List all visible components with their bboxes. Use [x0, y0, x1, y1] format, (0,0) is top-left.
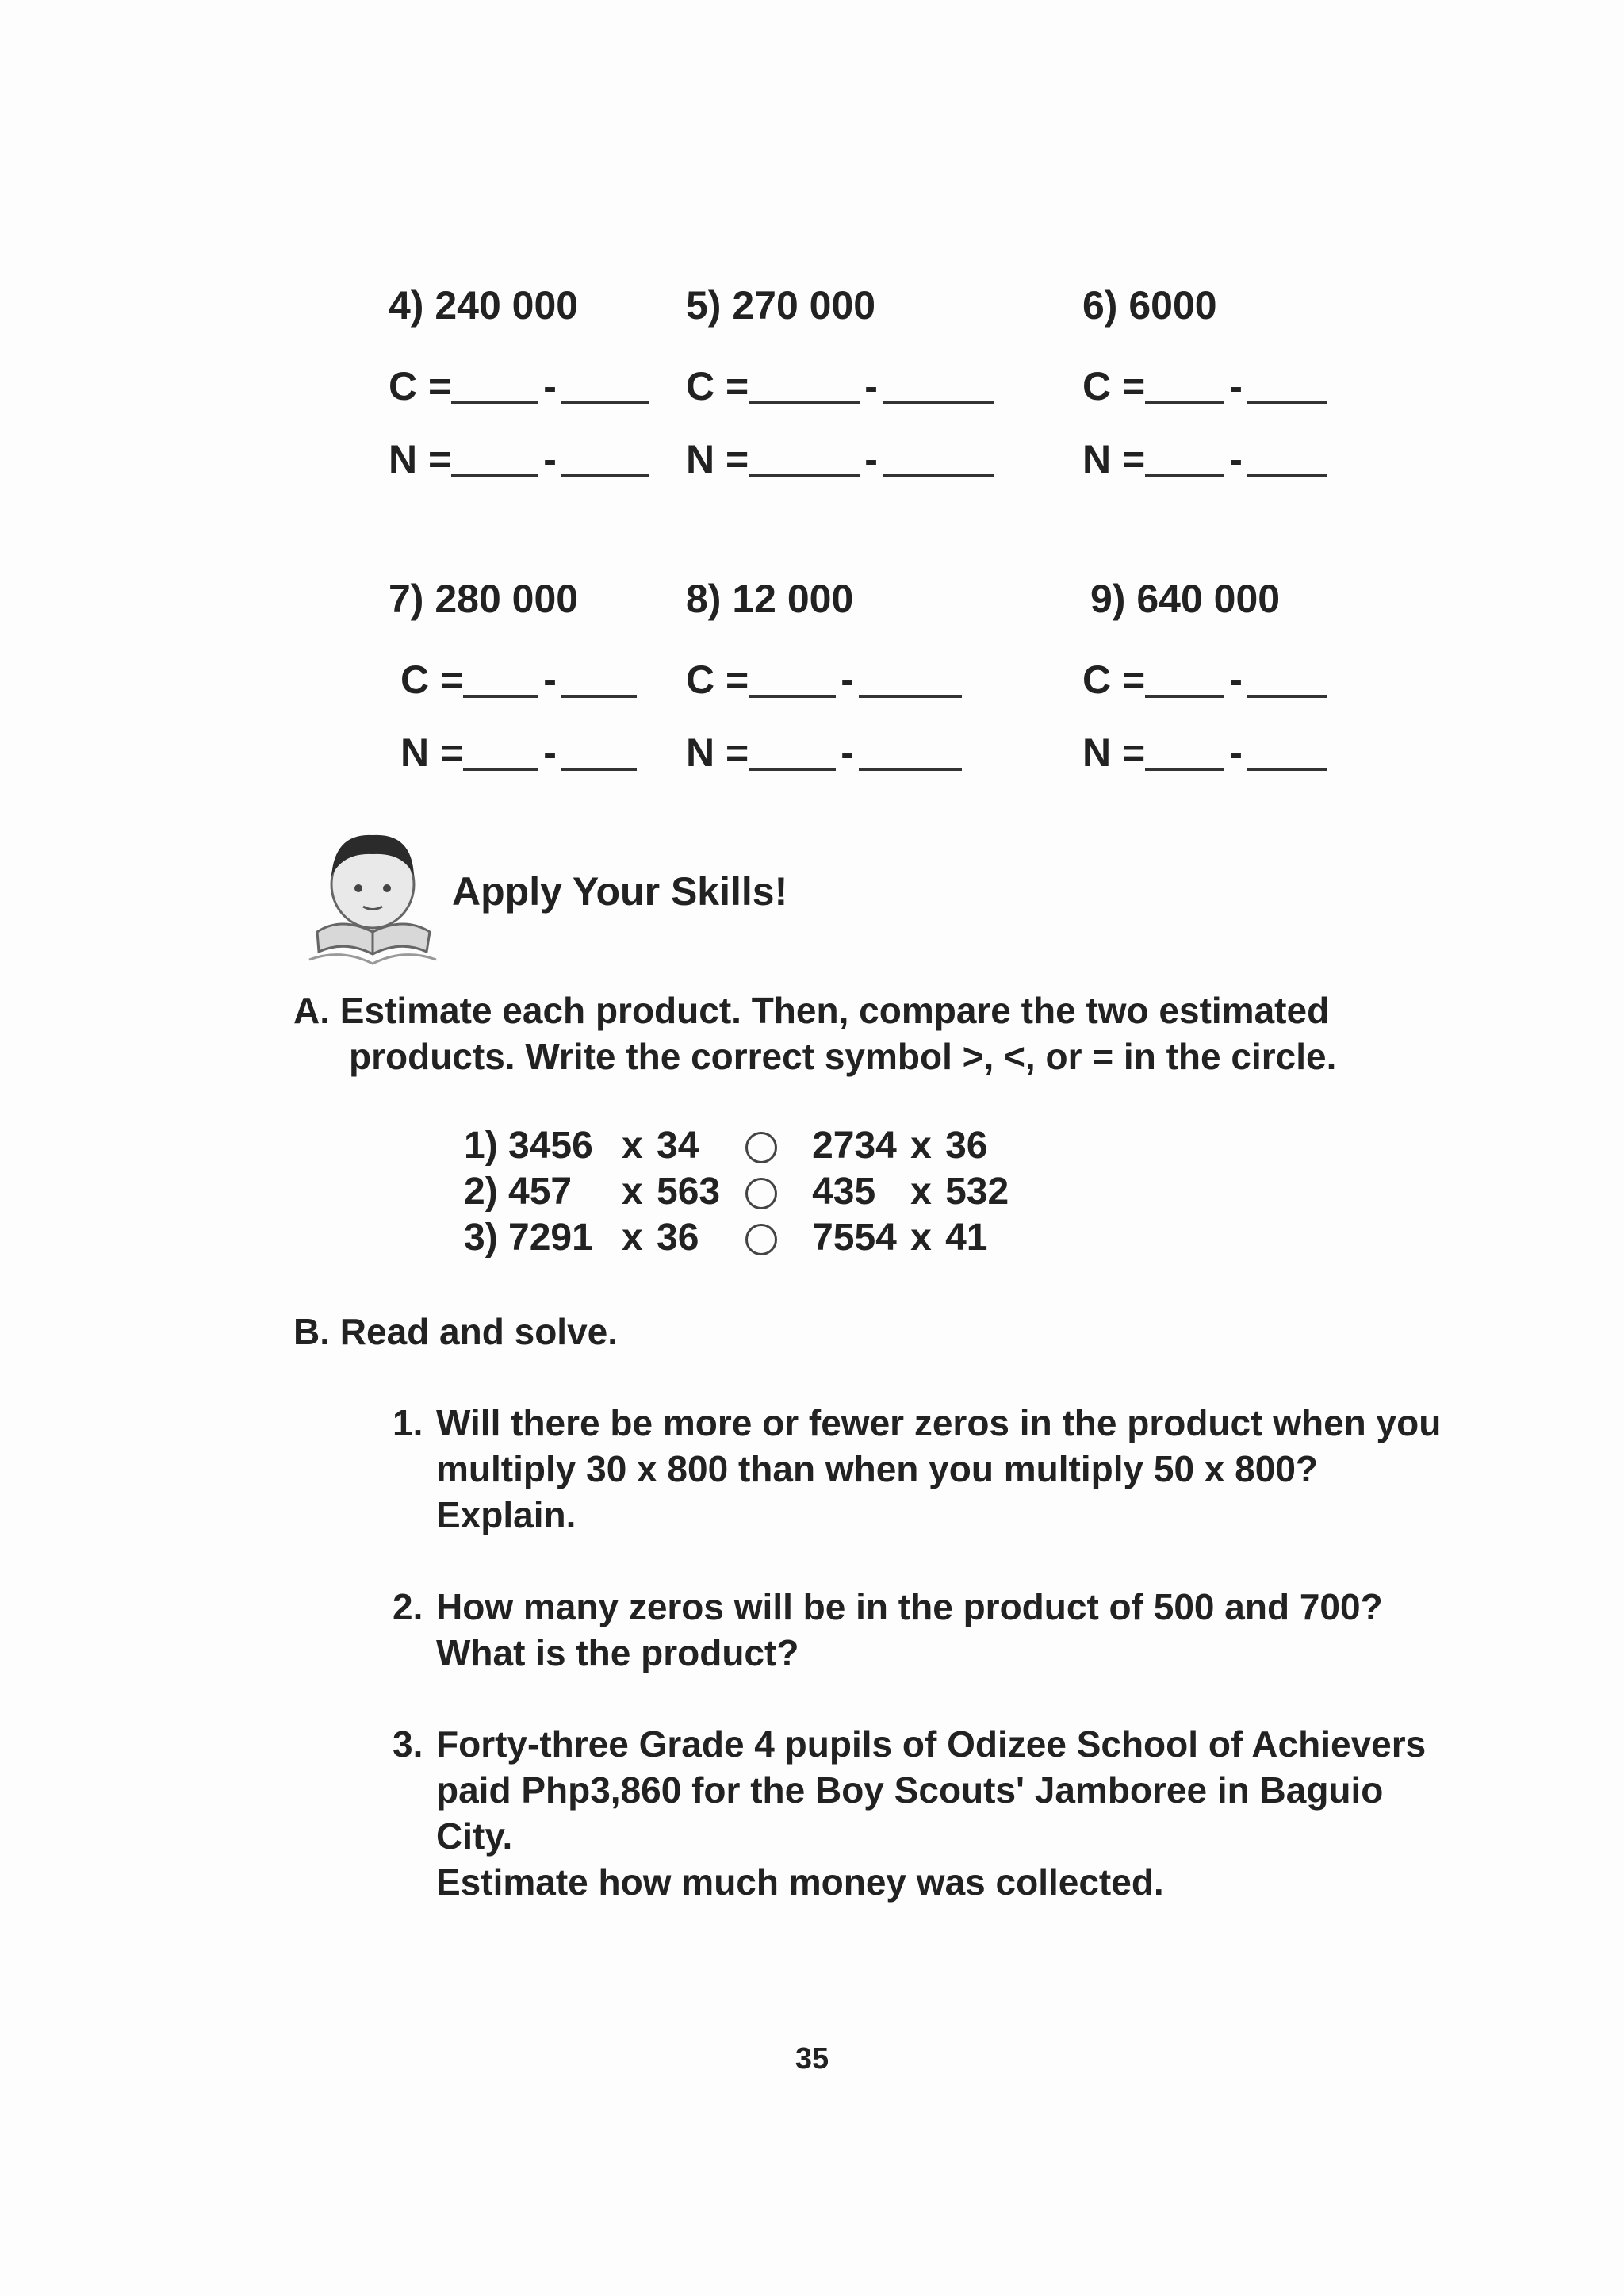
factor-c: 7554: [812, 1216, 897, 1259]
c-line: [686, 652, 1019, 700]
answer-blank[interactable]: [1145, 695, 1224, 698]
times-sign: x: [910, 1216, 932, 1259]
factor-a: 3) 7291: [464, 1216, 593, 1259]
word-problem-2: [393, 1584, 1463, 1676]
c-line: [389, 358, 722, 406]
problem-number: 8) 12 000: [686, 577, 854, 621]
problem-4: [389, 283, 722, 481]
question-line: Will there be more or fewer zeros in the product when you: [436, 1402, 1442, 1443]
answer-blank[interactable]: [749, 474, 860, 477]
problem-6: [1082, 283, 1415, 481]
answer-blank[interactable]: [1247, 695, 1327, 698]
n-label: N =: [1082, 437, 1146, 481]
dash: -: [1229, 657, 1243, 702]
answer-circle[interactable]: [745, 1132, 777, 1163]
dash: -: [543, 364, 557, 408]
problem-7: [389, 577, 722, 775]
c-label: C =: [686, 364, 749, 408]
answer-circle[interactable]: [745, 1178, 777, 1209]
dash: -: [841, 730, 854, 775]
answer-blank[interactable]: [1145, 768, 1224, 771]
c-line: [1082, 358, 1415, 406]
c-line: [1082, 652, 1423, 700]
answer-blank[interactable]: [883, 474, 994, 477]
n-line: [1082, 431, 1415, 479]
part-a-line-2: products. Write the correct symbol >, <, or = in the circle.: [349, 1036, 1337, 1077]
page-number: 35: [795, 2042, 829, 2076]
question-line: paid Php3,860 for the Boy Scouts' Jamboree in Baguio City.: [436, 1769, 1384, 1857]
problem-5: [686, 283, 1019, 481]
answer-blank[interactable]: [451, 401, 538, 404]
times-sign: x: [622, 1170, 643, 1213]
answer-blank[interactable]: [749, 401, 860, 404]
problem-8: [686, 577, 1019, 775]
n-line: [686, 431, 1019, 479]
times-sign: x: [910, 1170, 932, 1213]
part-a-instructions: [293, 987, 1336, 1079]
answer-blank[interactable]: [1145, 474, 1224, 477]
n-line: [389, 431, 722, 479]
answer-blank[interactable]: [561, 768, 637, 771]
answer-blank[interactable]: [749, 768, 836, 771]
n-label: N =: [400, 730, 464, 775]
question-number: 3.: [393, 1723, 423, 1765]
comparison-row: [464, 1168, 1020, 1214]
answer-blank[interactable]: [561, 401, 649, 404]
part-a-line-1: A. Estimate each product. Then, compare the two estimated: [293, 990, 1330, 1031]
dash: -: [543, 437, 557, 481]
n-line: [686, 725, 1019, 775]
reading-child-illustration: [293, 813, 452, 972]
comparison-row: [464, 1122, 1020, 1168]
problem-row-2: [389, 579, 1380, 817]
c-label: C =: [400, 657, 464, 702]
dash: -: [1229, 437, 1243, 481]
c-line: [686, 358, 1019, 406]
question-number: 1.: [393, 1402, 423, 1443]
n-line: [1082, 725, 1423, 775]
question-line: Estimate how much money was collected.: [436, 1861, 1164, 1903]
comparison-table: [464, 1122, 1020, 1260]
problem-row-1: [389, 283, 1380, 523]
answer-circle[interactable]: [745, 1224, 777, 1255]
times-sign: x: [622, 1216, 643, 1259]
dash: -: [543, 657, 557, 702]
dash: -: [841, 657, 854, 702]
n-label: N =: [389, 437, 452, 481]
question-line: Explain.: [436, 1494, 576, 1535]
factor-c: 435: [812, 1170, 876, 1213]
answer-blank[interactable]: [859, 695, 962, 698]
answer-blank[interactable]: [859, 768, 962, 771]
c-label: C =: [389, 364, 452, 408]
answer-blank[interactable]: [561, 695, 637, 698]
problem-number: 6) 6000: [1082, 283, 1217, 328]
problem-number: 7) 280 000: [389, 577, 579, 621]
factor-b: 34: [657, 1124, 699, 1167]
n-label: N =: [686, 437, 749, 481]
factor-d: 532: [945, 1170, 1009, 1213]
factor-b: 563: [657, 1170, 721, 1213]
answer-blank[interactable]: [463, 768, 538, 771]
times-sign: x: [910, 1124, 932, 1167]
n-line: [389, 725, 722, 775]
n-label: N =: [686, 730, 749, 775]
factor-b: 36: [657, 1216, 699, 1259]
dash: -: [543, 730, 557, 775]
c-line: [389, 652, 722, 700]
part-b-heading: B. Read and solve.: [293, 1311, 619, 1352]
answer-blank[interactable]: [1247, 474, 1327, 477]
factor-a: 1) 3456: [464, 1124, 593, 1167]
dash: -: [864, 437, 878, 481]
answer-blank[interactable]: [1247, 401, 1327, 404]
dash: -: [1229, 364, 1243, 408]
c-label: C =: [1082, 364, 1146, 408]
factor-a: 2) 457: [464, 1170, 573, 1213]
question-line: multiply 30 x 800 than when you multiply 50 x 800?: [436, 1448, 1319, 1489]
dash: -: [1229, 730, 1243, 775]
problem-9: [1082, 577, 1423, 775]
question-number: 2.: [393, 1586, 423, 1627]
times-sign: x: [622, 1124, 643, 1167]
answer-blank[interactable]: [561, 474, 649, 477]
question-line: How many zeros will be in the product of 500 and 700?: [436, 1586, 1383, 1627]
question-line: Forty-three Grade 4 pupils of Odizee School of Achievers: [436, 1723, 1427, 1765]
problem-number: 9) 640 000: [1090, 577, 1281, 621]
answer-blank[interactable]: [463, 695, 538, 698]
answer-blank[interactable]: [883, 401, 994, 404]
answer-blank[interactable]: [749, 695, 836, 698]
n-label: N =: [1082, 730, 1146, 775]
word-problem-1: [393, 1400, 1463, 1538]
section-title: Apply Your Skills!: [452, 869, 788, 914]
factor-d: 41: [945, 1216, 988, 1259]
answer-blank[interactable]: [1247, 768, 1327, 771]
problem-number: 5) 270 000: [686, 283, 876, 328]
dash: -: [864, 364, 878, 408]
c-label: C =: [1082, 657, 1146, 702]
answer-blank[interactable]: [451, 474, 538, 477]
question-line: What is the product?: [436, 1632, 799, 1673]
factor-d: 36: [945, 1124, 988, 1167]
factor-c: 2734: [812, 1124, 897, 1167]
comparison-row: [464, 1214, 1020, 1260]
problem-number: 4) 240 000: [389, 283, 579, 328]
c-label: C =: [686, 657, 749, 702]
word-problem-3: [393, 1721, 1463, 1905]
answer-blank[interactable]: [1145, 401, 1224, 404]
